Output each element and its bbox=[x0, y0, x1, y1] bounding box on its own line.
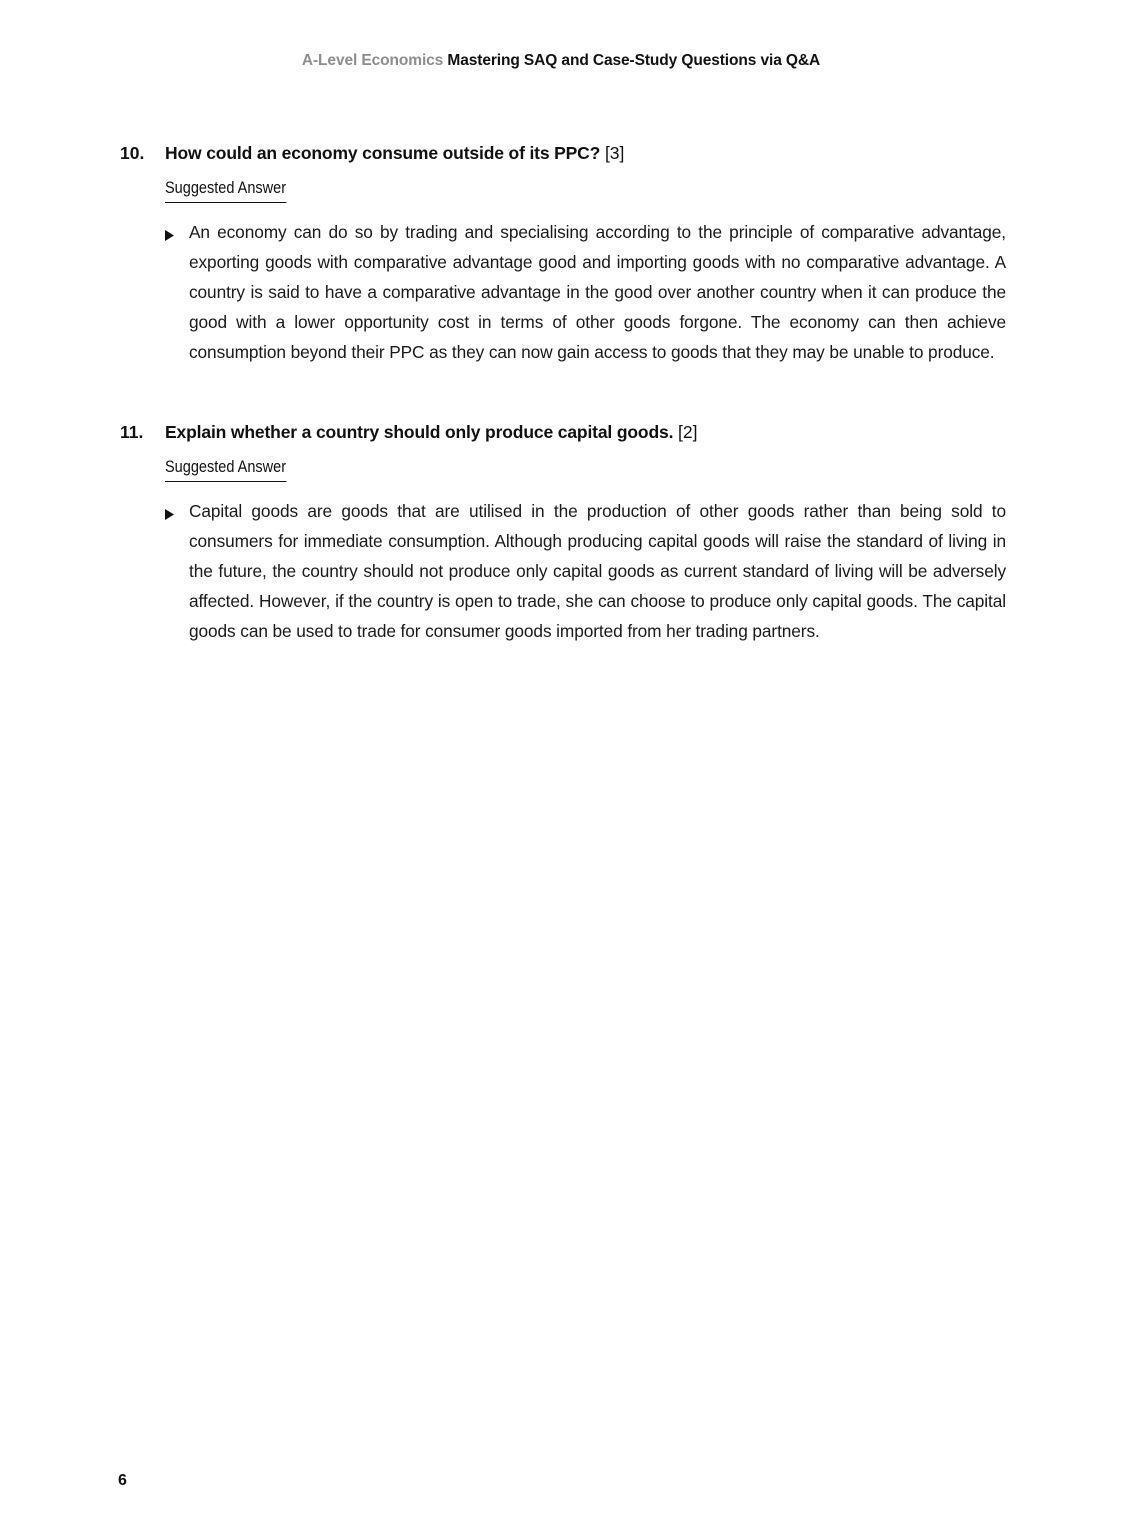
question-heading-11 bbox=[120, 419, 1006, 446]
question-text-10 bbox=[165, 140, 1006, 167]
question-text-11 bbox=[165, 419, 1006, 446]
question-list bbox=[120, 140, 1006, 680]
question-statement-11: Explain whether a country should only produce capital goods. bbox=[165, 422, 674, 442]
answer-text-11: Capital goods are goods that are utilised in the production of other goods rather than being sold to consumers for immediate consumption. Although producing capital goods will raise the standard of living in the future, the country should not produce only capital goods as current standard of living will be adversely affected. However, if the country is open to trade, she can choose to produce only capital goods. The capital goods can be used to trade for consumer goods imported from her trading partners. bbox=[189, 501, 1006, 641]
question-block-11 bbox=[120, 419, 1006, 646]
question-number-10: 10. bbox=[120, 143, 145, 163]
suggested-answer-label-wrap-10 bbox=[165, 177, 1006, 203]
answer-bullet-row-10 bbox=[165, 217, 1006, 367]
page-number: 6 bbox=[118, 1472, 127, 1489]
suggested-answer-label-11: Suggested Answer bbox=[165, 456, 286, 482]
question-statement-10: How could an economy consume outside of its PPC? bbox=[165, 143, 601, 163]
suggested-answer-label-10: Suggested Answer bbox=[165, 177, 286, 203]
running-header bbox=[0, 52, 1122, 70]
suggested-answer-label-wrap-11 bbox=[165, 456, 1006, 482]
question-marks-11: [2] bbox=[678, 422, 698, 442]
question-number-11: 11. bbox=[120, 422, 144, 442]
triangle-right-icon bbox=[165, 496, 189, 520]
header-subject-label: A-Level Economics bbox=[301, 52, 444, 69]
header-title: Mastering SAQ and Case-Study Questions via Q&A bbox=[447, 52, 821, 69]
question-block-10 bbox=[120, 140, 1006, 367]
question-marks-10: [3] bbox=[604, 143, 625, 163]
question-heading-10 bbox=[120, 140, 1006, 167]
answer-text-10: An economy can do so by trading and specialising according to the principle of comparative advantage, exporting goods with comparative advantage good and importing goods with no comparative advantage. A country is said to have a comparative advantage in the good over another country when it can produce the good with a lower opportunity cost in terms of other goods forgone. The economy can then achieve consumption beyond their PPC as they can now gain access to goods that they may be unable to produce. bbox=[189, 222, 1006, 362]
answer-bullet-row-11 bbox=[165, 496, 1006, 646]
triangle-right-icon bbox=[165, 217, 189, 241]
